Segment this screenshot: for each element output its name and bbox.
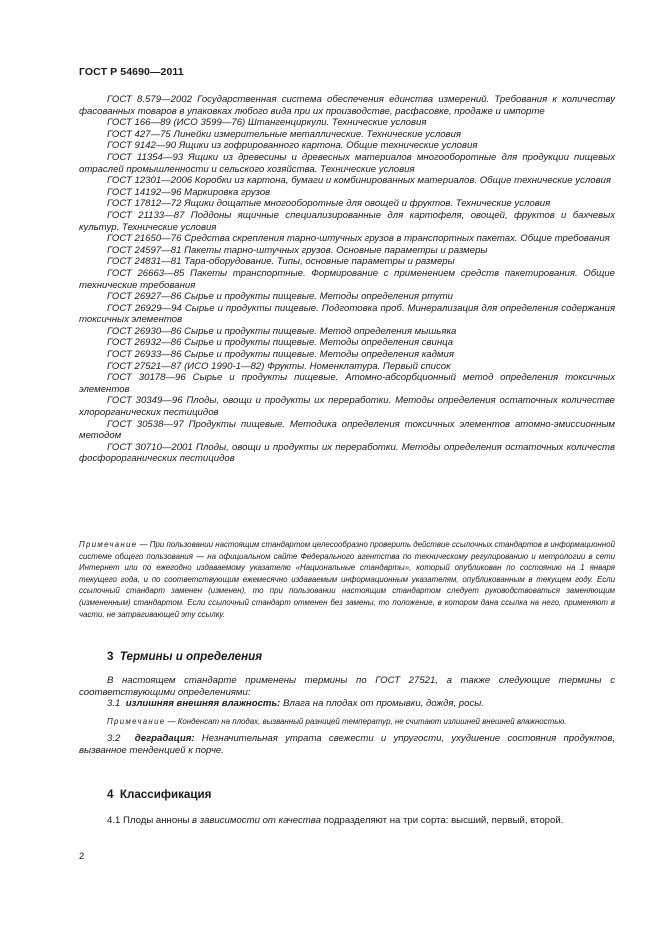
section-3-heading [107,650,262,663]
normative-references-list [79,94,615,465]
reference-item: ГОСТ 9142—90 Ящики из гофрированного картона. Общие технические условия [107,140,478,152]
paragraph-text: подразделяют на три сорта: высший, первый, второй. [323,815,564,826]
reference-item: ГОСТ 24597—81 Пакеты тарно-штучных грузов. Основные параметры и размеры [107,244,488,256]
reference-item: ГОСТ 27521—87 (ИСО 1990-1—82) Фрукты. Номенклатура. Первый список [107,360,451,372]
term-definition: Влага на плодах от промывки, дождя, росы. [283,698,484,710]
paragraph-number: 4.1 [107,815,121,826]
references-note [79,539,615,620]
paragraph-emphasis: в зависимости от качества [192,815,321,826]
term-3-2 [79,733,615,756]
note-text: — Конденсат на плодах, вызванный разницей температур, не считают излишней внешней влажностью. [167,716,567,726]
reference-item: ГОСТ 30538—97 Продукты пищевые. Методика определения токсичных элементов атомно-эмиссионным методом [79,418,615,442]
section-title: Термины и определения [119,650,263,663]
reference-item: ГОСТ 11354—93 Ящики из древесины и древесных материалов многооборотные для продукции пищевых отраслей промышленности и сельского хозяйства. Технические условия [79,151,615,175]
paragraph-text: Плоды анноны [123,815,190,826]
term-3-1 [79,698,615,710]
section-3-body [79,675,615,757]
note-text: — При пользовании настоящим стандартом целесообразно проверить действие ссылочных стандартов в информационной системе общего пользования — на официальном сайте Федерального агентства по техническому регулированию и метрологии в сети Интернет или по ежегодно издаваемому указателю «Национальные стандарты», который опубликован по состоянию на 1 января текущего года, и по соответствующим ежемесячно издаваемым информационным указателям, опубликованным в текущем году. Если ссылочный стандарт заменен (изменен), то при пользовании настоящим стандартом следует руководствоваться заменяющим (измененным) стандартом. Если ссылочный стандарт отменен без замены, то положение, в котором дана ссылка на него, применяют в части, не затрагивающей эту ссылку. [79,540,615,619]
document-header: ГОСТ Р 54690—2011 [79,66,184,78]
reference-item: ГОСТ 26929—94 Сырье и продукты пищевые. Подготовка проб. Минерализация для определения содержания токсичных элементов [79,302,615,326]
section-4-body [79,815,615,827]
section-title: Классификация [119,788,212,801]
term-name: излишняя внешняя влажность: [125,698,281,710]
term-number: 3.1 [107,698,121,710]
reference-item: ГОСТ 21133—87 Поддоны ящичные специализированные для картофеля, овощей, фруктов и бахчевых культур. Технические условия [79,209,615,233]
reference-item: ГОСТ 30178—96 Сырье и продукты пищевые. Атомно-абсорбционный метод определения токсичных элементов [79,372,615,395]
reference-item: ГОСТ 30710—2001 Плоды, овощи и продукты их переработки. Методы определения остаточных количеств фосфорорганических пестицидов [79,441,615,465]
note-label: Примечание [107,716,166,726]
section-3-intro: В настоящем стандарте применены термины по ГОСТ 27521, а также следующие термины с соответствующими определениями: [79,675,615,698]
reference-item: ГОСТ 12301—2006 Коробки из картона, бумаги и комбинированных материалов. Общие технические условия [107,175,612,187]
reference-item: ГОСТ 8.579—2002 Государственная система обеспечения единства измерений. Требования к количеству фасованных товаров в упаковках любого вида при их производстве, расфасовке, продаже и импорте [79,94,615,117]
page-number: 2 [79,851,85,862]
term-number: 3.2 [107,733,121,745]
reference-item: ГОСТ 26927—86 Сырье и продукты пищевые. Методы определения ртути [107,291,453,303]
reference-item: ГОСТ 26933—86 Сырье и продукты пищевые. Методы определения кадмия [107,349,454,361]
reference-item: ГОСТ 427—75 Линейки измерительные металлические. Технические условия [107,128,462,140]
term-definition: Незначительная утрата свежести и упругости, ухудшение состояния продуктов, вызванное тенденцией к порче. [79,733,615,756]
reference-item: ГОСТ 26663—85 Пакеты транспортные. Формирование с применением средств пакетирования. Общие технические требования [79,267,615,291]
paragraph-4-1 [79,815,615,827]
reference-item: ГОСТ 166—89 (ИСО 3599—76) Штангенциркули. Технические условия [107,117,427,129]
reference-item: ГОСТ 30349—96 Плоды, овощи и продукты их переработки. Методы определения остаточных количестве хлорорганических пестицидов [79,395,615,419]
section-number: 4 [107,788,114,801]
reference-item: ГОСТ 24831—81 Тара-оборудование. Типы, основные параметры и размеры [107,256,455,268]
section-4-heading [107,788,211,801]
reference-item: ГОСТ 17812—72 Ящики дощатые многооборотные для овощей и фруктов. Технические условия [107,198,551,210]
section-number: 3 [107,650,114,663]
reference-item: ГОСТ 26930—86 Сырье и продукты пищевые. Метод определения мышьяка [107,325,457,337]
note-label: Примечание [79,540,138,549]
term-note [79,716,615,728]
term-name: деградация: [134,733,195,745]
reference-item: ГОСТ 14192—96 Маркировка грузов [107,186,271,198]
reference-item: ГОСТ 21650—76 Средства скрепления тарно-штучных грузов в транспортных пакетах. Общие требования [107,233,610,245]
reference-item: ГОСТ 26932—86 Сырье и продукты пищевые. Методы определения свинца [107,337,454,349]
